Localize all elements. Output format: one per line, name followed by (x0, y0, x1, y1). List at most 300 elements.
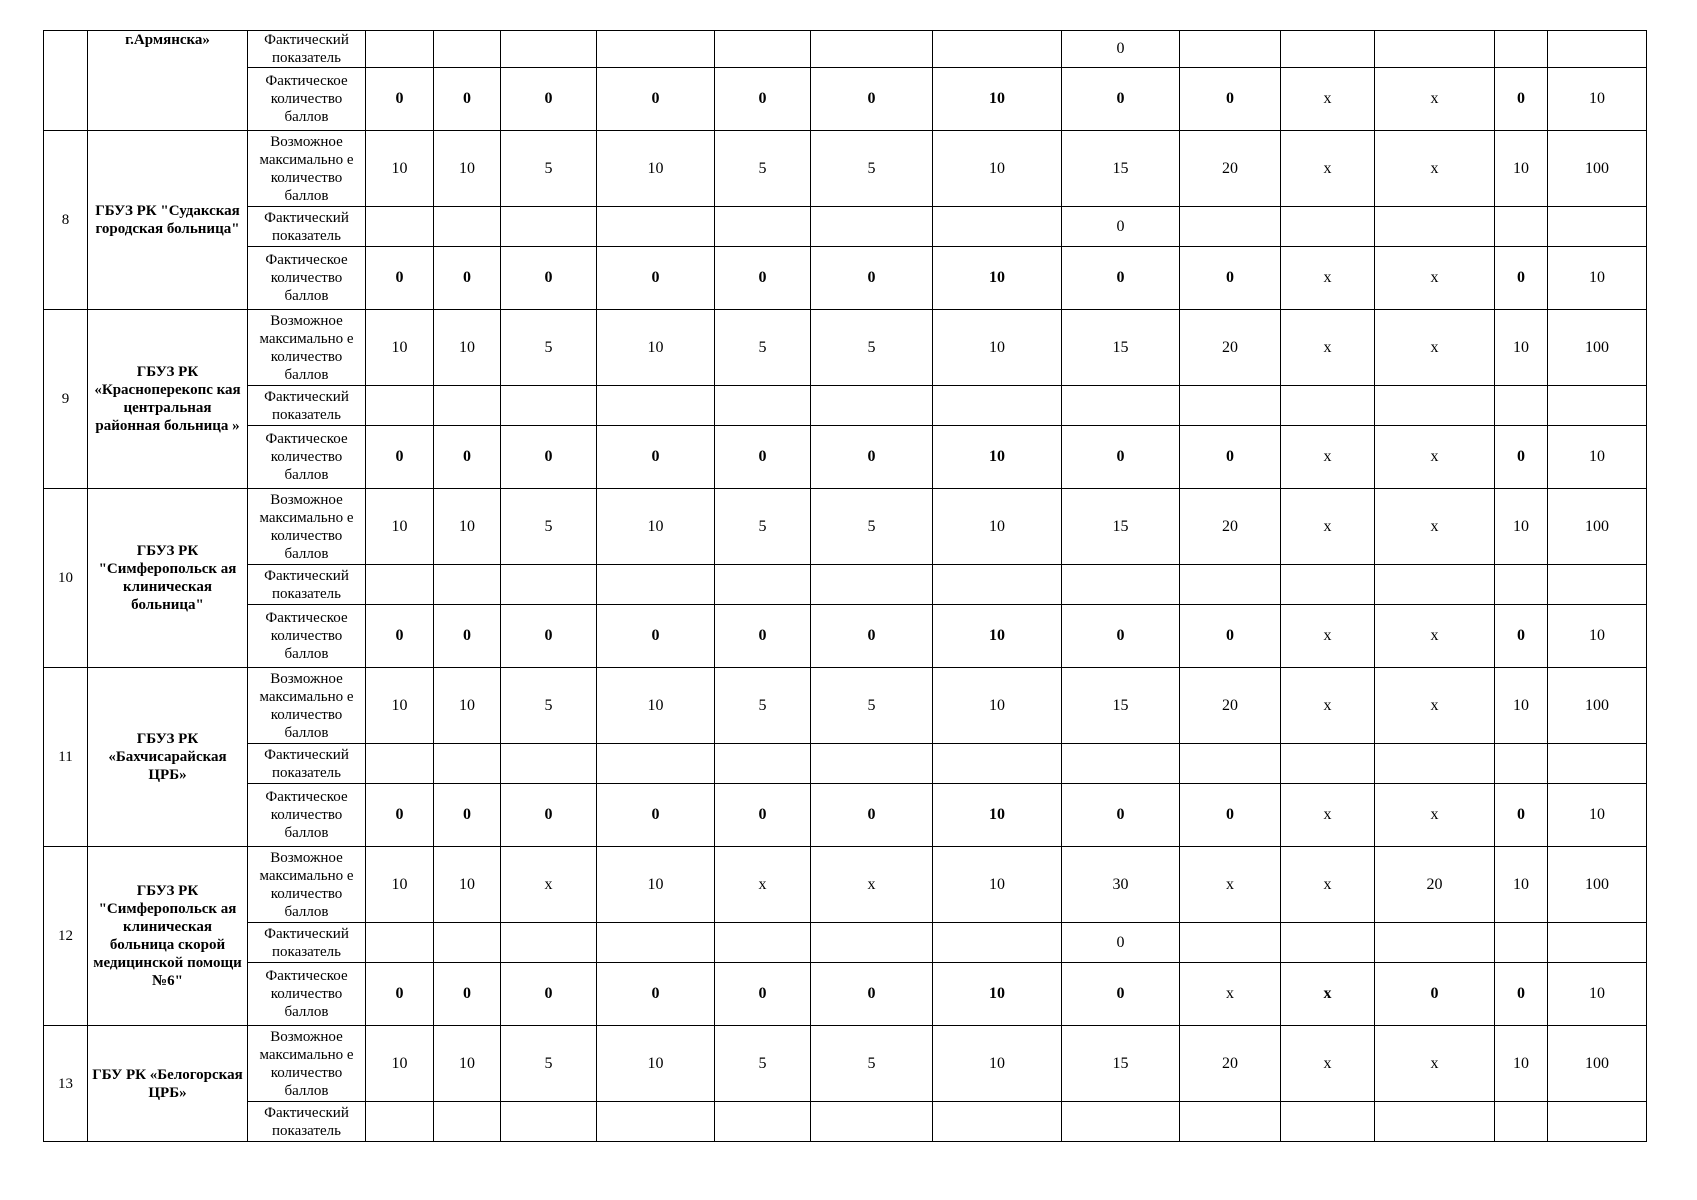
fact-value-cell: 0 (501, 784, 597, 847)
table-row (44, 386, 1647, 426)
fact-label-cell: Фактическое количество баллов (248, 247, 366, 310)
fact-value-cell: х (1281, 247, 1375, 310)
fact-value-cell: 0 (1062, 68, 1180, 131)
indicator-value-cell (597, 565, 715, 605)
fact-value-cell: 0 (1180, 247, 1281, 310)
row-number-cell: 12 (44, 847, 88, 1026)
max-value-cell: 100 (1548, 668, 1647, 744)
fact-value-cell: 0 (715, 68, 811, 131)
max-value-cell: х (501, 847, 597, 923)
max-label-cell: Возможное максимально е количество баллов (248, 131, 366, 207)
indicator-value-cell (715, 207, 811, 247)
indicator-value-cell (1375, 565, 1495, 605)
fact-value-cell: 0 (434, 963, 501, 1026)
organization-name-cell: ГБУЗ РК "Симферопольск ая клиническая больница скорой медицинской помощи №6" (88, 847, 248, 1026)
table-body (44, 31, 1647, 1142)
max-value-cell: х (811, 847, 933, 923)
max-value-cell: 10 (597, 310, 715, 386)
max-value-cell: 5 (501, 668, 597, 744)
max-value-cell: х (715, 847, 811, 923)
max-value-cell: 5 (715, 489, 811, 565)
max-value-cell: 15 (1062, 310, 1180, 386)
table-row (44, 565, 1647, 605)
indicator-label-cell: Фактический показатель (248, 207, 366, 247)
indicator-value-cell (1180, 744, 1281, 784)
indicator-value-cell (434, 207, 501, 247)
table-row (44, 247, 1647, 310)
fact-value-cell: х (1281, 784, 1375, 847)
row-number-cell: 11 (44, 668, 88, 847)
fact-value-cell: 0 (597, 605, 715, 668)
indicator-value-cell (501, 744, 597, 784)
max-value-cell: 10 (933, 1026, 1062, 1102)
fact-value-cell: 0 (597, 963, 715, 1026)
fact-value-cell: х (1281, 68, 1375, 131)
fact-value-cell: 0 (366, 247, 434, 310)
indicator-value-cell (933, 744, 1062, 784)
fact-value-cell: 0 (715, 784, 811, 847)
indicator-value-cell (1548, 31, 1647, 68)
fact-label-cell: Фактическое количество баллов (248, 963, 366, 1026)
max-value-cell: 10 (366, 1026, 434, 1102)
indicator-value-cell (366, 207, 434, 247)
indicator-value-cell (1495, 207, 1548, 247)
max-value-cell: 10 (1495, 489, 1548, 565)
indicator-value-cell (597, 1102, 715, 1142)
fact-value-cell: 0 (434, 605, 501, 668)
organization-name-cell: г.Армянска» (88, 31, 248, 131)
row-number-cell: 9 (44, 310, 88, 489)
max-value-cell: х (1281, 131, 1375, 207)
indicator-value-cell (811, 1102, 933, 1142)
max-value-cell: 100 (1548, 131, 1647, 207)
fact-value-cell: 0 (1495, 247, 1548, 310)
indicator-value-cell (1180, 923, 1281, 963)
max-value-cell: 10 (597, 1026, 715, 1102)
indicator-value-cell (1062, 1102, 1180, 1142)
max-value-cell: 10 (434, 310, 501, 386)
indicator-value-cell (366, 31, 434, 68)
indicator-value-cell (811, 31, 933, 68)
indicator-value-cell (501, 1102, 597, 1142)
indicator-value-cell (434, 744, 501, 784)
indicator-value-cell (1281, 565, 1375, 605)
indicator-value-cell (1548, 207, 1647, 247)
fact-value-cell: 10 (1548, 605, 1647, 668)
indicator-value-cell (1281, 744, 1375, 784)
fact-value-cell: 0 (1062, 605, 1180, 668)
indicator-value-cell (1548, 744, 1647, 784)
fact-value-cell: 0 (434, 247, 501, 310)
fact-value-cell: 0 (1180, 784, 1281, 847)
max-value-cell: 5 (501, 489, 597, 565)
table-row (44, 31, 1647, 68)
table-row (44, 668, 1647, 744)
indicator-value-cell (933, 923, 1062, 963)
fact-value-cell: 10 (1548, 426, 1647, 489)
max-value-cell: 5 (811, 489, 933, 565)
max-value-cell: 5 (501, 1026, 597, 1102)
max-value-cell: 20 (1180, 489, 1281, 565)
indicator-value-cell (715, 386, 811, 426)
indicator-value-cell (715, 565, 811, 605)
max-value-cell: 100 (1548, 1026, 1647, 1102)
max-value-cell: х (1281, 310, 1375, 386)
fact-value-cell: х (1375, 426, 1495, 489)
indicator-value-cell (434, 565, 501, 605)
max-value-cell: х (1180, 847, 1281, 923)
table-row (44, 744, 1647, 784)
fact-label-cell: Фактическое количество баллов (248, 605, 366, 668)
organization-name-cell: ГБУЗ РК "Симферопольск ая клиническая больница" (88, 489, 248, 668)
organization-name-cell: ГБУЗ РК «Красноперекопс кая центральная районная больница » (88, 310, 248, 489)
max-value-cell: х (1375, 310, 1495, 386)
max-value-cell: 10 (933, 668, 1062, 744)
indicator-value-cell (1180, 207, 1281, 247)
organization-name-cell: ГБУ РК «Белогорская ЦРБ» (88, 1026, 248, 1142)
indicator-value-cell (434, 386, 501, 426)
table-row (44, 1026, 1647, 1102)
indicator-value-cell (597, 744, 715, 784)
max-value-cell: 15 (1062, 489, 1180, 565)
indicator-value-cell (1281, 923, 1375, 963)
indicator-value-cell (1180, 31, 1281, 68)
max-value-cell: 5 (811, 668, 933, 744)
fact-value-cell: 10 (1548, 247, 1647, 310)
indicator-value-cell (933, 565, 1062, 605)
indicator-value-cell (1281, 1102, 1375, 1142)
max-label-cell: Возможное максимально е количество баллов (248, 847, 366, 923)
fact-value-cell: 0 (366, 784, 434, 847)
max-value-cell: 10 (597, 131, 715, 207)
indicator-value-cell: 0 (1062, 31, 1180, 68)
fact-value-cell: 0 (597, 247, 715, 310)
indicator-label-cell: Фактический показатель (248, 565, 366, 605)
max-value-cell: х (1375, 489, 1495, 565)
indicator-value-cell (501, 565, 597, 605)
indicator-value-cell (366, 744, 434, 784)
max-value-cell: х (1375, 668, 1495, 744)
max-value-cell: 10 (1495, 131, 1548, 207)
fact-value-cell: 0 (1062, 963, 1180, 1026)
indicator-value-cell (1180, 1102, 1281, 1142)
indicator-label-cell: Фактический показатель (248, 1102, 366, 1142)
max-value-cell: 10 (434, 847, 501, 923)
fact-value-cell: 0 (434, 784, 501, 847)
max-value-cell: 5 (501, 310, 597, 386)
indicator-value-cell (1495, 923, 1548, 963)
fact-value-cell: х (1281, 963, 1375, 1026)
fact-value-cell: 0 (1375, 963, 1495, 1026)
fact-value-cell: 0 (1180, 605, 1281, 668)
fact-value-cell: 0 (366, 68, 434, 131)
fact-value-cell: х (1180, 963, 1281, 1026)
max-value-cell: 5 (811, 1026, 933, 1102)
max-value-cell: 10 (366, 489, 434, 565)
organization-name-cell: ГБУЗ РК «Бахчисарайская ЦРБ» (88, 668, 248, 847)
max-value-cell: 20 (1180, 131, 1281, 207)
fact-value-cell: 10 (933, 963, 1062, 1026)
table-row (44, 923, 1647, 963)
max-value-cell: 10 (434, 489, 501, 565)
max-value-cell: 5 (715, 131, 811, 207)
fact-value-cell: 0 (597, 784, 715, 847)
indicator-value-cell (434, 1102, 501, 1142)
fact-value-cell: х (1375, 784, 1495, 847)
table-row (44, 963, 1647, 1026)
max-value-cell: 10 (366, 310, 434, 386)
fact-value-cell: 0 (501, 68, 597, 131)
indicator-value-cell (501, 207, 597, 247)
indicator-value-cell (1062, 386, 1180, 426)
fact-value-cell: 10 (933, 247, 1062, 310)
table-row (44, 68, 1647, 131)
indicator-value-cell (434, 923, 501, 963)
indicator-value-cell (811, 386, 933, 426)
fact-value-cell: 0 (811, 784, 933, 847)
max-value-cell: х (1281, 1026, 1375, 1102)
indicator-label-cell: Фактический показатель (248, 923, 366, 963)
fact-value-cell: 0 (811, 426, 933, 489)
indicator-value-cell (933, 207, 1062, 247)
table-row (44, 426, 1647, 489)
fact-value-cell: 0 (366, 426, 434, 489)
indicator-label-cell: Фактический показатель (248, 386, 366, 426)
max-value-cell: 20 (1375, 847, 1495, 923)
fact-value-cell: 10 (933, 426, 1062, 489)
table-row (44, 605, 1647, 668)
indicator-value-cell (811, 207, 933, 247)
indicator-value-cell (1180, 565, 1281, 605)
indicator-value-cell (597, 207, 715, 247)
max-value-cell: х (1281, 489, 1375, 565)
fact-value-cell: 0 (1062, 247, 1180, 310)
fact-value-cell: 0 (366, 605, 434, 668)
indicator-value-cell (501, 386, 597, 426)
max-label-cell: Возможное максимально е количество баллов (248, 668, 366, 744)
max-value-cell: 5 (811, 310, 933, 386)
indicator-value-cell (597, 31, 715, 68)
indicator-value-cell (1375, 923, 1495, 963)
fact-value-cell: 0 (434, 68, 501, 131)
max-value-cell: х (1281, 847, 1375, 923)
max-value-cell: 10 (933, 310, 1062, 386)
indicator-value-cell (1548, 386, 1647, 426)
max-value-cell: 10 (366, 847, 434, 923)
indicator-value-cell (1281, 386, 1375, 426)
max-value-cell: 10 (933, 131, 1062, 207)
indicator-value-cell: 0 (1062, 923, 1180, 963)
max-label-cell: Возможное максимально е количество баллов (248, 310, 366, 386)
indicator-value-cell (933, 31, 1062, 68)
max-value-cell: 10 (366, 131, 434, 207)
fact-value-cell: 0 (501, 605, 597, 668)
fact-value-cell: 0 (501, 426, 597, 489)
fact-value-cell: 0 (501, 247, 597, 310)
fact-value-cell: 0 (1062, 784, 1180, 847)
indicator-value-cell (715, 744, 811, 784)
indicator-value-cell: 0 (1062, 207, 1180, 247)
fact-value-cell: 0 (501, 963, 597, 1026)
indicator-value-cell (811, 923, 933, 963)
max-label-cell: Возможное максимально е количество баллов (248, 489, 366, 565)
row-number-cell: 10 (44, 489, 88, 668)
indicator-value-cell (715, 31, 811, 68)
indicator-value-cell (366, 923, 434, 963)
max-value-cell: 10 (933, 489, 1062, 565)
table-row (44, 847, 1647, 923)
max-value-cell: 20 (1180, 310, 1281, 386)
fact-value-cell: 0 (1495, 68, 1548, 131)
max-value-cell: 10 (933, 847, 1062, 923)
indicator-value-cell (933, 386, 1062, 426)
fact-value-cell: х (1375, 605, 1495, 668)
indicator-value-cell (1495, 31, 1548, 68)
indicator-value-cell (1495, 744, 1548, 784)
max-value-cell: 5 (501, 131, 597, 207)
fact-value-cell: 0 (1180, 68, 1281, 131)
fact-value-cell: 10 (933, 784, 1062, 847)
max-value-cell: 5 (811, 131, 933, 207)
fact-value-cell: 0 (1495, 963, 1548, 1026)
fact-value-cell: х (1375, 68, 1495, 131)
fact-value-cell: 0 (1062, 426, 1180, 489)
row-number-cell: 8 (44, 131, 88, 310)
indicator-value-cell (1375, 1102, 1495, 1142)
fact-value-cell: 10 (1548, 963, 1647, 1026)
max-value-cell: 5 (715, 1026, 811, 1102)
max-value-cell: 10 (434, 668, 501, 744)
fact-value-cell: 0 (811, 68, 933, 131)
max-value-cell: 10 (434, 131, 501, 207)
max-value-cell: 30 (1062, 847, 1180, 923)
indicator-value-cell (1375, 386, 1495, 426)
fact-value-cell: 10 (1548, 784, 1647, 847)
indicator-value-cell (597, 386, 715, 426)
indicator-value-cell (1495, 565, 1548, 605)
fact-value-cell: х (1281, 605, 1375, 668)
indicator-value-cell (1062, 565, 1180, 605)
fact-value-cell: 10 (933, 605, 1062, 668)
organization-name-cell: ГБУЗ РК "Судакская городская больница" (88, 131, 248, 310)
fact-value-cell: 0 (715, 605, 811, 668)
max-label-cell: Возможное максимально е количество баллов (248, 1026, 366, 1102)
table-row (44, 310, 1647, 386)
indicator-value-cell (366, 386, 434, 426)
table-row (44, 784, 1647, 847)
indicator-value-cell (1062, 744, 1180, 784)
fact-value-cell: 0 (715, 426, 811, 489)
indicator-value-cell (1375, 744, 1495, 784)
indicator-value-cell (1375, 207, 1495, 247)
max-value-cell: 10 (597, 668, 715, 744)
indicator-label-cell: Фактический показатель (248, 744, 366, 784)
max-value-cell: 100 (1548, 847, 1647, 923)
indicator-label-cell: Фактический показатель (248, 31, 366, 68)
max-value-cell: 100 (1548, 310, 1647, 386)
table-row (44, 207, 1647, 247)
fact-value-cell: 0 (366, 963, 434, 1026)
report-sheet (43, 30, 1647, 1142)
indicator-value-cell (501, 31, 597, 68)
max-value-cell: х (1281, 668, 1375, 744)
fact-label-cell: Фактическое количество баллов (248, 68, 366, 131)
max-value-cell: 20 (1180, 1026, 1281, 1102)
max-value-cell: 100 (1548, 489, 1647, 565)
indicator-value-cell (1281, 207, 1375, 247)
fact-value-cell: х (1281, 426, 1375, 489)
fact-value-cell: 10 (933, 68, 1062, 131)
max-value-cell: х (1375, 131, 1495, 207)
fact-value-cell: 0 (715, 247, 811, 310)
max-value-cell: 10 (1495, 847, 1548, 923)
fact-value-cell: 0 (597, 426, 715, 489)
table-row (44, 1102, 1647, 1142)
indicator-value-cell (1548, 923, 1647, 963)
row-number-cell (44, 31, 88, 131)
max-value-cell: 20 (1180, 668, 1281, 744)
max-value-cell: 15 (1062, 1026, 1180, 1102)
table-row (44, 131, 1647, 207)
indicator-value-cell (1375, 31, 1495, 68)
indicator-value-cell (811, 565, 933, 605)
max-value-cell: х (1375, 1026, 1495, 1102)
fact-label-cell: Фактическое количество баллов (248, 784, 366, 847)
rating-table (43, 30, 1647, 1142)
max-value-cell: 10 (434, 1026, 501, 1102)
indicator-value-cell (1180, 386, 1281, 426)
fact-value-cell: 0 (811, 963, 933, 1026)
indicator-value-cell (715, 923, 811, 963)
row-number-cell: 13 (44, 1026, 88, 1142)
fact-value-cell: 0 (715, 963, 811, 1026)
fact-value-cell: 0 (1495, 784, 1548, 847)
indicator-value-cell (715, 1102, 811, 1142)
fact-value-cell: 10 (1548, 68, 1647, 131)
max-value-cell: 5 (715, 310, 811, 386)
fact-value-cell: 0 (811, 247, 933, 310)
fact-value-cell: 0 (1180, 426, 1281, 489)
max-value-cell: 5 (715, 668, 811, 744)
table-row (44, 489, 1647, 565)
fact-label-cell: Фактическое количество баллов (248, 426, 366, 489)
fact-value-cell: 0 (597, 68, 715, 131)
fact-value-cell: 0 (1495, 605, 1548, 668)
max-value-cell: 10 (1495, 310, 1548, 386)
indicator-value-cell (366, 565, 434, 605)
fact-value-cell: х (1375, 247, 1495, 310)
max-value-cell: 15 (1062, 131, 1180, 207)
indicator-value-cell (1495, 1102, 1548, 1142)
indicator-value-cell (434, 31, 501, 68)
max-value-cell: 10 (597, 847, 715, 923)
max-value-cell: 15 (1062, 668, 1180, 744)
fact-value-cell: 0 (434, 426, 501, 489)
max-value-cell: 10 (597, 489, 715, 565)
indicator-value-cell (1495, 386, 1548, 426)
indicator-value-cell (1281, 31, 1375, 68)
indicator-value-cell (1548, 1102, 1647, 1142)
max-value-cell: 10 (1495, 1026, 1548, 1102)
indicator-value-cell (811, 744, 933, 784)
indicator-value-cell (933, 1102, 1062, 1142)
indicator-value-cell (366, 1102, 434, 1142)
fact-value-cell: 0 (811, 605, 933, 668)
indicator-value-cell (1548, 565, 1647, 605)
max-value-cell: 10 (366, 668, 434, 744)
indicator-value-cell (597, 923, 715, 963)
indicator-value-cell (501, 923, 597, 963)
